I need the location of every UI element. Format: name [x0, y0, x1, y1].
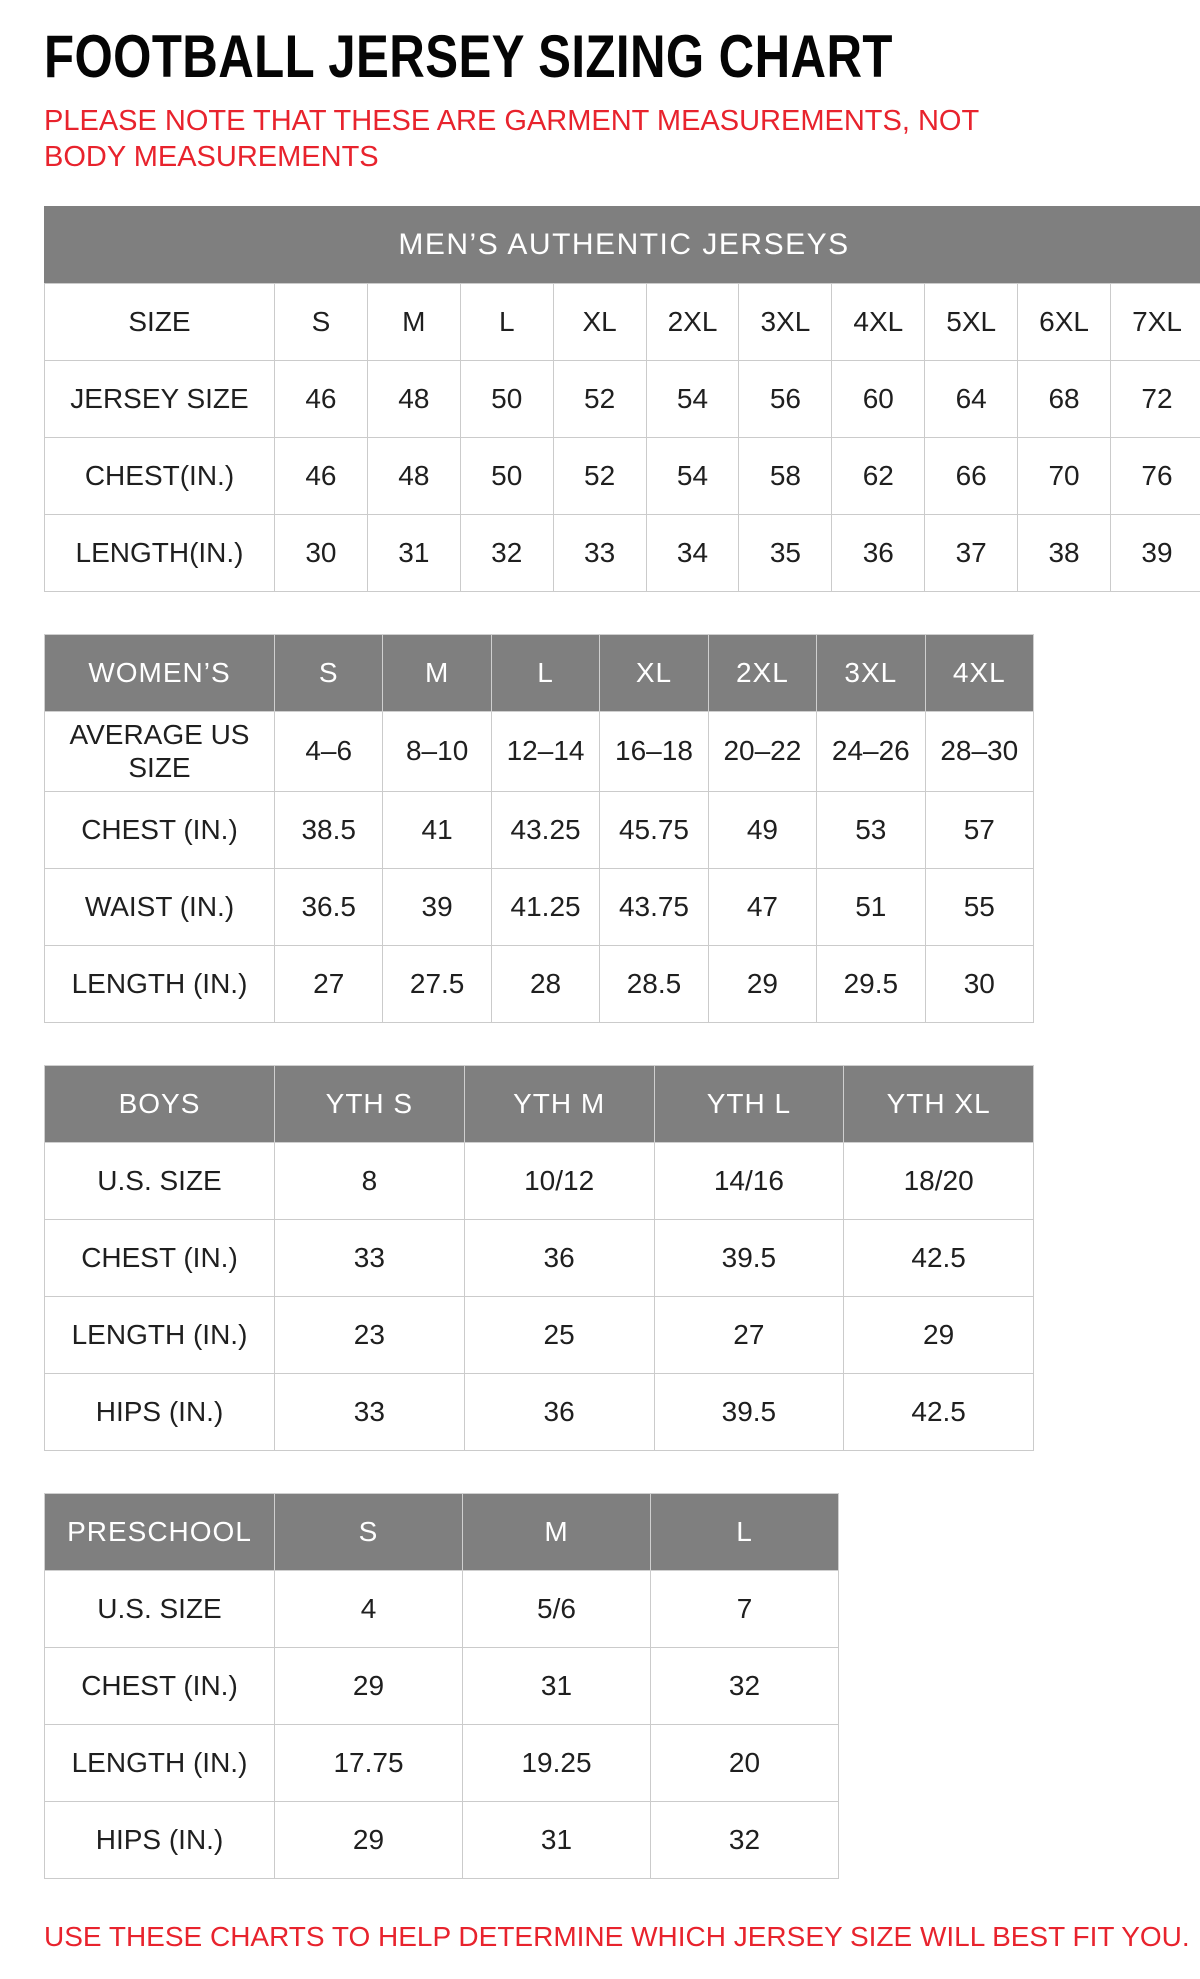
boys-size-header: YTH L	[654, 1065, 844, 1142]
cell-value: 28–30	[925, 711, 1033, 791]
preschool-row-3	[45, 1801, 839, 1878]
cell-value: 20–22	[708, 711, 816, 791]
cell-value: 72	[1111, 360, 1200, 437]
cell-value: 4–6	[275, 711, 383, 791]
cell-value: 39.5	[654, 1373, 844, 1450]
womens-row-1	[45, 791, 1034, 868]
cell-value: 43.25	[491, 791, 599, 868]
cell-value: 25	[464, 1296, 654, 1373]
cell-value: 41	[383, 791, 491, 868]
mens-row-3	[45, 514, 1200, 591]
cell-value: 36	[832, 514, 925, 591]
cell-value: 6XL	[1018, 283, 1111, 360]
preschool-row-1	[45, 1647, 839, 1724]
cell-value: 39	[383, 868, 491, 945]
cell-value: 36	[464, 1373, 654, 1450]
cell-value: 32	[460, 514, 553, 591]
row-label: LENGTH (IN.)	[45, 945, 275, 1022]
row-label: JERSEY SIZE	[45, 360, 275, 437]
cell-value: 27	[654, 1296, 844, 1373]
cell-value: 29	[275, 1647, 463, 1724]
mens-row-1	[45, 360, 1200, 437]
row-label: U.S. SIZE	[45, 1570, 275, 1647]
row-label: LENGTH (IN.)	[45, 1724, 275, 1801]
cell-value: 7	[651, 1570, 839, 1647]
cell-value: 16–18	[600, 711, 708, 791]
preschool-header-label: PRESCHOOL	[45, 1493, 275, 1570]
cell-value: 70	[1018, 437, 1111, 514]
cell-value: 29	[708, 945, 816, 1022]
footer-note: USE THESE CHARTS TO HELP DETERMINE WHICH JERSEY SIZE WILL BEST FIT YOU.	[44, 1921, 1170, 1953]
cell-value: XL	[553, 283, 646, 360]
cell-value: 3XL	[739, 283, 832, 360]
row-label: AVERAGE US SIZE	[45, 711, 275, 791]
cell-value: 5/6	[463, 1570, 651, 1647]
cell-value: 29	[275, 1801, 463, 1878]
boys-jerseys-section	[44, 1065, 1034, 1451]
boys-size-header: YTH M	[464, 1065, 654, 1142]
boys-header-row	[45, 1065, 1034, 1142]
cell-value: 36	[464, 1219, 654, 1296]
cell-value: 34	[646, 514, 739, 591]
row-label: CHEST(IN.)	[45, 437, 275, 514]
womens-size-header: L	[491, 634, 599, 711]
cell-value: 39.5	[654, 1219, 844, 1296]
cell-value: 48	[367, 360, 460, 437]
row-label: CHEST (IN.)	[45, 1219, 275, 1296]
preschool-row-2	[45, 1724, 839, 1801]
boys-sizing-table	[44, 1065, 1034, 1451]
cell-value: 10/12	[464, 1142, 654, 1219]
cell-value: 58	[739, 437, 832, 514]
cell-value: 7XL	[1111, 283, 1200, 360]
cell-value: 32	[651, 1647, 839, 1724]
row-label: HIPS (IN.)	[45, 1801, 275, 1878]
cell-value: 41.25	[491, 868, 599, 945]
cell-value: 28	[491, 945, 599, 1022]
boys-row-0	[45, 1142, 1034, 1219]
cell-value: 62	[832, 437, 925, 514]
cell-value: 20	[651, 1724, 839, 1801]
womens-size-header: 2XL	[708, 634, 816, 711]
cell-value: 8–10	[383, 711, 491, 791]
cell-value: 46	[275, 437, 368, 514]
row-label: SIZE	[45, 283, 275, 360]
cell-value: 46	[275, 360, 368, 437]
cell-value: 48	[367, 437, 460, 514]
preschool-jerseys-section	[44, 1493, 839, 1879]
womens-size-header: 3XL	[817, 634, 925, 711]
cell-value: M	[367, 283, 460, 360]
preschool-row-0	[45, 1570, 839, 1647]
cell-value: 43.75	[600, 868, 708, 945]
womens-jerseys-section	[44, 634, 1034, 1023]
cell-value: 50	[460, 360, 553, 437]
cell-value: 52	[553, 437, 646, 514]
cell-value: 64	[925, 360, 1018, 437]
cell-value: 51	[817, 868, 925, 945]
cell-value: 18/20	[844, 1142, 1034, 1219]
row-label: HIPS (IN.)	[45, 1373, 275, 1450]
cell-value: 54	[646, 437, 739, 514]
cell-value: 14/16	[654, 1142, 844, 1219]
boys-row-3	[45, 1373, 1034, 1450]
preschool-header-row	[45, 1493, 839, 1570]
cell-value: 32	[651, 1801, 839, 1878]
row-label: U.S. SIZE	[45, 1142, 275, 1219]
cell-value: 42.5	[844, 1373, 1034, 1450]
row-label: WAIST (IN.)	[45, 868, 275, 945]
preschool-sizing-table	[44, 1493, 839, 1879]
cell-value: 27	[275, 945, 383, 1022]
cell-value: 19.25	[463, 1724, 651, 1801]
womens-size-header: M	[383, 634, 491, 711]
cell-value: 36.5	[275, 868, 383, 945]
cell-value: 17.75	[275, 1724, 463, 1801]
boys-size-header: YTH S	[275, 1065, 465, 1142]
cell-value: 50	[460, 437, 553, 514]
cell-value: 53	[817, 791, 925, 868]
womens-size-header: S	[275, 634, 383, 711]
cell-value: 38.5	[275, 791, 383, 868]
cell-value: S	[275, 283, 368, 360]
cell-value: 23	[275, 1296, 465, 1373]
cell-value: 8	[275, 1142, 465, 1219]
womens-row-3	[45, 945, 1034, 1022]
cell-value: 5XL	[925, 283, 1018, 360]
cell-value: 42.5	[844, 1219, 1034, 1296]
womens-size-header: 4XL	[925, 634, 1033, 711]
cell-value: 49	[708, 791, 816, 868]
cell-value: 33	[553, 514, 646, 591]
cell-value: 39	[1111, 514, 1200, 591]
cell-value: 35	[739, 514, 832, 591]
cell-value: 33	[275, 1219, 465, 1296]
preschool-size-header: S	[275, 1493, 463, 1570]
womens-size-header: XL	[600, 634, 708, 711]
cell-value: 4XL	[832, 283, 925, 360]
cell-value: 4	[275, 1570, 463, 1647]
cell-value: 12–14	[491, 711, 599, 791]
cell-value: 31	[463, 1801, 651, 1878]
row-label: CHEST (IN.)	[45, 791, 275, 868]
preschool-size-header: L	[651, 1493, 839, 1570]
mens-jerseys-section	[44, 206, 1200, 592]
mens-row-2	[45, 437, 1200, 514]
row-label: LENGTH (IN.)	[45, 1296, 275, 1373]
boys-row-2	[45, 1296, 1034, 1373]
cell-value: 45.75	[600, 791, 708, 868]
cell-value: 28.5	[600, 945, 708, 1022]
cell-value: 2XL	[646, 283, 739, 360]
cell-value: 55	[925, 868, 1033, 945]
mens-sizing-table	[44, 283, 1200, 592]
womens-row-0	[45, 711, 1034, 791]
cell-value: 33	[275, 1373, 465, 1450]
boys-size-header: YTH XL	[844, 1065, 1034, 1142]
boys-header-label: BOYS	[45, 1065, 275, 1142]
womens-header-row	[45, 634, 1034, 711]
cell-value: 24–26	[817, 711, 925, 791]
cell-value: 68	[1018, 360, 1111, 437]
page-subtitle: PLEASE NOTE THAT THESE ARE GARMENT MEASUREMENTS, NOT BODY MEASUREMENTS	[44, 103, 1054, 176]
mens-table-title: MEN’S AUTHENTIC JERSEYS	[44, 206, 1200, 283]
row-label: CHEST (IN.)	[45, 1647, 275, 1724]
cell-value: 38	[1018, 514, 1111, 591]
cell-value: 29.5	[817, 945, 925, 1022]
preschool-size-header: M	[463, 1493, 651, 1570]
cell-value: 66	[925, 437, 1018, 514]
row-label: LENGTH(IN.)	[45, 514, 275, 591]
cell-value: 56	[739, 360, 832, 437]
mens-row-0	[45, 283, 1200, 360]
cell-value: 30	[275, 514, 368, 591]
womens-row-2	[45, 868, 1034, 945]
cell-value: 76	[1111, 437, 1200, 514]
cell-value: 52	[553, 360, 646, 437]
womens-header-label: WOMEN’S	[45, 634, 275, 711]
womens-sizing-table	[44, 634, 1034, 1023]
cell-value: 60	[832, 360, 925, 437]
cell-value: L	[460, 283, 553, 360]
boys-row-1	[45, 1219, 1034, 1296]
cell-value: 27.5	[383, 945, 491, 1022]
cell-value: 30	[925, 945, 1033, 1022]
cell-value: 31	[367, 514, 460, 591]
page-title: FOOTBALL JERSEY SIZING CHART	[44, 22, 967, 91]
cell-value: 47	[708, 868, 816, 945]
cell-value: 31	[463, 1647, 651, 1724]
cell-value: 54	[646, 360, 739, 437]
cell-value: 29	[844, 1296, 1034, 1373]
cell-value: 37	[925, 514, 1018, 591]
cell-value: 57	[925, 791, 1033, 868]
